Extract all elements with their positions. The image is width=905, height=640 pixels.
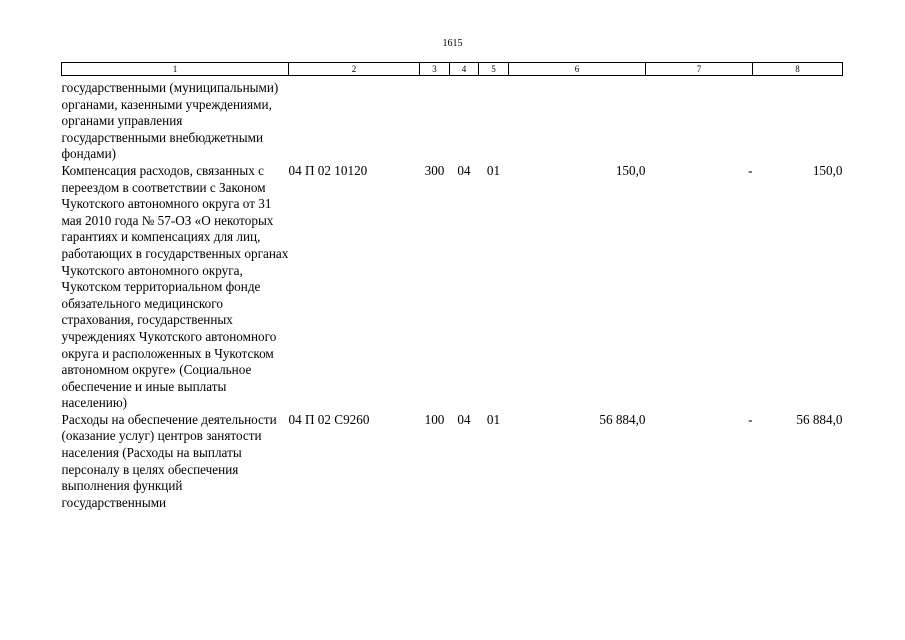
row-name-cell: государственными (муниципальными) органами, казенными учреждениями, органами управления государственными внебюджетными фондами)	[61, 80, 279, 162]
row-col4-cell: 04	[457, 411, 471, 427]
column-header-2: 2	[289, 63, 420, 76]
row-col8-cell: 56 884,0	[796, 411, 843, 427]
column-header-1: 1	[62, 63, 289, 76]
row-col7-cell: -	[748, 162, 753, 178]
column-header-4: 4	[450, 63, 479, 76]
row-code-cell	[289, 76, 420, 163]
budget-table	[61, 62, 843, 511]
row-col7-cell: -	[748, 411, 753, 427]
row-name-cell: Расходы на обеспечение деятельности (оказание услуг) центров занятости населения (Расходы на выплаты персоналу в целях обеспечения выполнения функций государственными	[61, 411, 277, 510]
row-col6-cell	[509, 76, 646, 163]
column-header-6: 6	[509, 63, 646, 76]
row-code-cell: 04 П 02 10120	[288, 162, 368, 178]
row-col8-cell	[753, 76, 843, 163]
row-col4-cell	[450, 76, 479, 163]
row-col6-cell: 56 884,0	[599, 411, 646, 427]
row-col5-cell: 01	[486, 411, 501, 427]
row-col3-cell	[420, 76, 450, 163]
column-header-7: 7	[646, 63, 753, 76]
row-col3-cell: 300	[424, 162, 445, 178]
table-row	[62, 412, 843, 512]
row-col5-cell	[479, 76, 509, 163]
page-number: 1615	[442, 38, 463, 49]
row-code-cell: 04 П 02 С9260	[288, 411, 370, 427]
row-name-cell: Компенсация расходов, связанных с переездом в соответствии с Законом Чукотского автономного округа от 31 мая 2010 года № 57-ОЗ «О некоторых гарантиях и компенсациях для лиц, работающих в государственных органах Чукотского автономного округа, Чукотском территориальном фонде обязательного медицинского страхования, государственных учреждениях Чукотского автономного округа и расположенных в Чукотском автономном округе» (Социальное обеспечение и иные выплаты населению)	[61, 162, 289, 411]
row-col7-cell	[646, 76, 753, 163]
table-header-row	[62, 63, 843, 76]
column-header-3: 3	[420, 63, 450, 76]
row-col5-cell: 01	[486, 162, 501, 178]
row-col6-cell: 150,0	[615, 162, 646, 178]
table-row	[62, 163, 843, 412]
row-col3-cell: 100	[424, 411, 445, 427]
column-header-8: 8	[753, 63, 843, 76]
row-col4-cell: 04	[457, 162, 471, 178]
row-col8-cell: 150,0	[812, 162, 843, 178]
table-row	[62, 76, 843, 163]
column-header-5: 5	[479, 63, 509, 76]
